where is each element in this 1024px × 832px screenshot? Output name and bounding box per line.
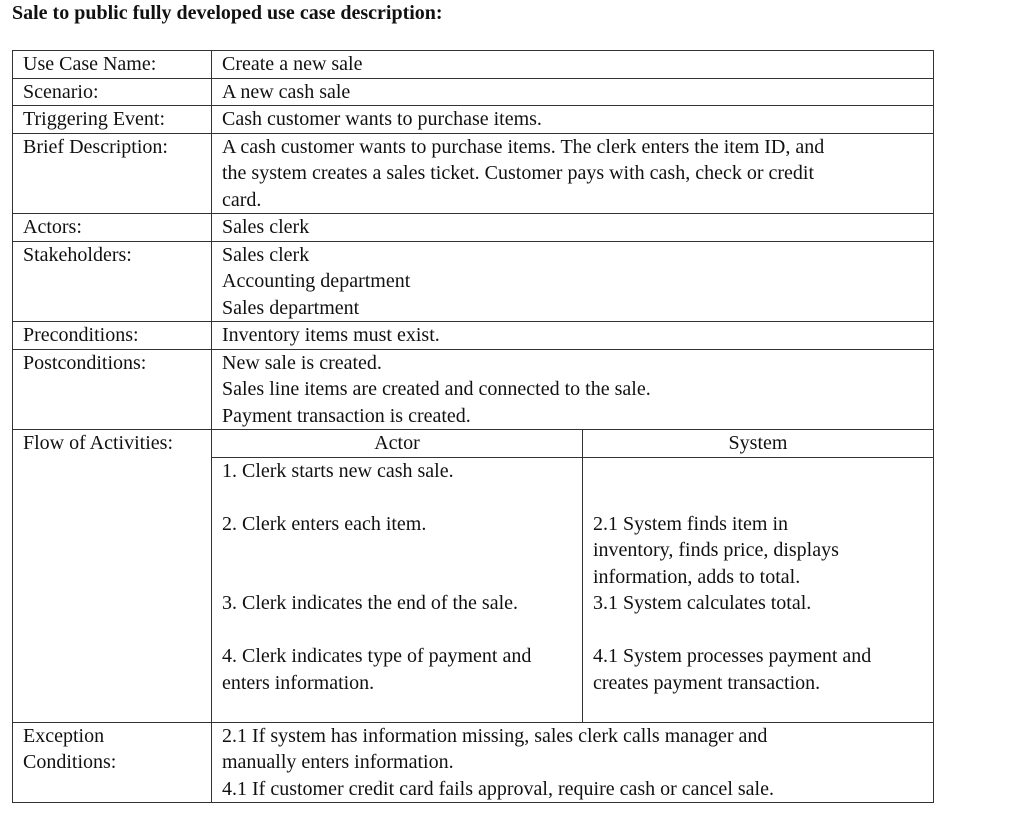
document-title: Sale to public fully developed use case description: bbox=[12, 2, 443, 24]
triggering-event-label: Triggering Event: bbox=[13, 106, 212, 134]
row-triggering-event bbox=[13, 106, 934, 134]
row-preconditions bbox=[13, 322, 934, 350]
spacer bbox=[593, 458, 933, 485]
brief-description-line: A cash customer wants to purchase items. The clerk enters the item ID, and bbox=[222, 135, 825, 158]
postcondition-item: Payment transaction is created. bbox=[222, 404, 471, 427]
postconditions-value bbox=[212, 349, 934, 430]
row-scenario bbox=[13, 78, 934, 106]
row-exception-conditions bbox=[13, 722, 934, 803]
spacer bbox=[222, 484, 582, 511]
exception-line: manually enters information. bbox=[222, 751, 454, 773]
stakeholders-value bbox=[212, 241, 934, 322]
exception-line: 4.1 If customer credit card fails approval, require cash or cancel sale. bbox=[222, 777, 774, 800]
use-case-table bbox=[12, 50, 934, 803]
actor-steps bbox=[212, 457, 583, 722]
spacer bbox=[222, 617, 582, 644]
flow-header-row bbox=[212, 430, 933, 457]
use-case-name-label: Use Case Name: bbox=[13, 51, 212, 79]
system-column-header: System bbox=[583, 430, 934, 457]
actor-step-line: 1. Clerk starts new cash sale. bbox=[222, 459, 454, 482]
postcondition-item: New sale is created. bbox=[222, 351, 382, 374]
brief-description-line: card. bbox=[222, 188, 262, 211]
triggering-event-value: Cash customer wants to purchase items. bbox=[212, 106, 934, 134]
spacer bbox=[593, 484, 933, 511]
preconditions-label: Preconditions: bbox=[13, 322, 212, 350]
system-step-line: 3.1 System calculates total. bbox=[593, 592, 812, 614]
spacer bbox=[222, 564, 582, 591]
row-use-case-name bbox=[13, 51, 934, 79]
actor-step-line: 4. Clerk indicates type of payment and bbox=[222, 645, 532, 667]
brief-description-label: Brief Description: bbox=[13, 133, 212, 214]
exception-label-line: Conditions: bbox=[23, 751, 117, 773]
spacer bbox=[222, 537, 582, 564]
postcondition-item: Sales line items are created and connected to the sale. bbox=[222, 378, 651, 400]
system-step-line: 2.1 System finds item in bbox=[593, 512, 788, 535]
spacer bbox=[593, 617, 933, 644]
actor-step-line: enters information. bbox=[222, 671, 375, 694]
flow-body-row bbox=[212, 457, 933, 722]
stakeholder-item: Sales department bbox=[222, 296, 360, 319]
system-steps bbox=[583, 457, 934, 722]
actor-step-line: 2. Clerk enters each item. bbox=[222, 512, 427, 535]
exception-conditions-label bbox=[13, 722, 212, 803]
use-case-name-value: Create a new sale bbox=[212, 51, 934, 79]
row-actors bbox=[13, 214, 934, 242]
flow-of-activities-label: Flow of Activities: bbox=[13, 430, 212, 723]
system-step-line: 4.1 System processes payment and bbox=[593, 645, 872, 667]
actors-value: Sales clerk bbox=[212, 214, 934, 242]
preconditions-value: Inventory items must exist. bbox=[212, 322, 934, 350]
flow-table bbox=[212, 430, 933, 722]
brief-description-value bbox=[212, 133, 934, 214]
actor-step-line: 3. Clerk indicates the end of the sale. bbox=[222, 592, 519, 614]
system-step-line: creates payment transaction. bbox=[593, 671, 821, 694]
stakeholder-item: Accounting department bbox=[222, 270, 411, 292]
actors-label: Actors: bbox=[13, 214, 212, 242]
exception-label-line: Exception bbox=[23, 724, 105, 747]
brief-description-line: the system creates a sales ticket. Customer pays with cash, check or credit bbox=[222, 162, 815, 184]
scenario-label: Scenario: bbox=[13, 78, 212, 106]
row-stakeholders bbox=[13, 241, 934, 322]
system-step-line: inventory, finds price, displays bbox=[593, 539, 839, 561]
row-flow-of-activities bbox=[13, 430, 934, 723]
stakeholders-label: Stakeholders: bbox=[13, 241, 212, 322]
postconditions-label: Postconditions: bbox=[13, 349, 212, 430]
row-brief-description bbox=[13, 133, 934, 214]
exception-line: 2.1 If system has information missing, sales clerk calls manager and bbox=[222, 724, 768, 747]
stakeholder-item: Sales clerk bbox=[222, 243, 310, 266]
actor-column-header: Actor bbox=[212, 430, 583, 457]
exception-conditions-value bbox=[212, 722, 934, 803]
system-step-line: information, adds to total. bbox=[593, 565, 801, 588]
scenario-value: A new cash sale bbox=[212, 78, 934, 106]
flow-of-activities-value bbox=[212, 430, 934, 723]
row-postconditions bbox=[13, 349, 934, 430]
